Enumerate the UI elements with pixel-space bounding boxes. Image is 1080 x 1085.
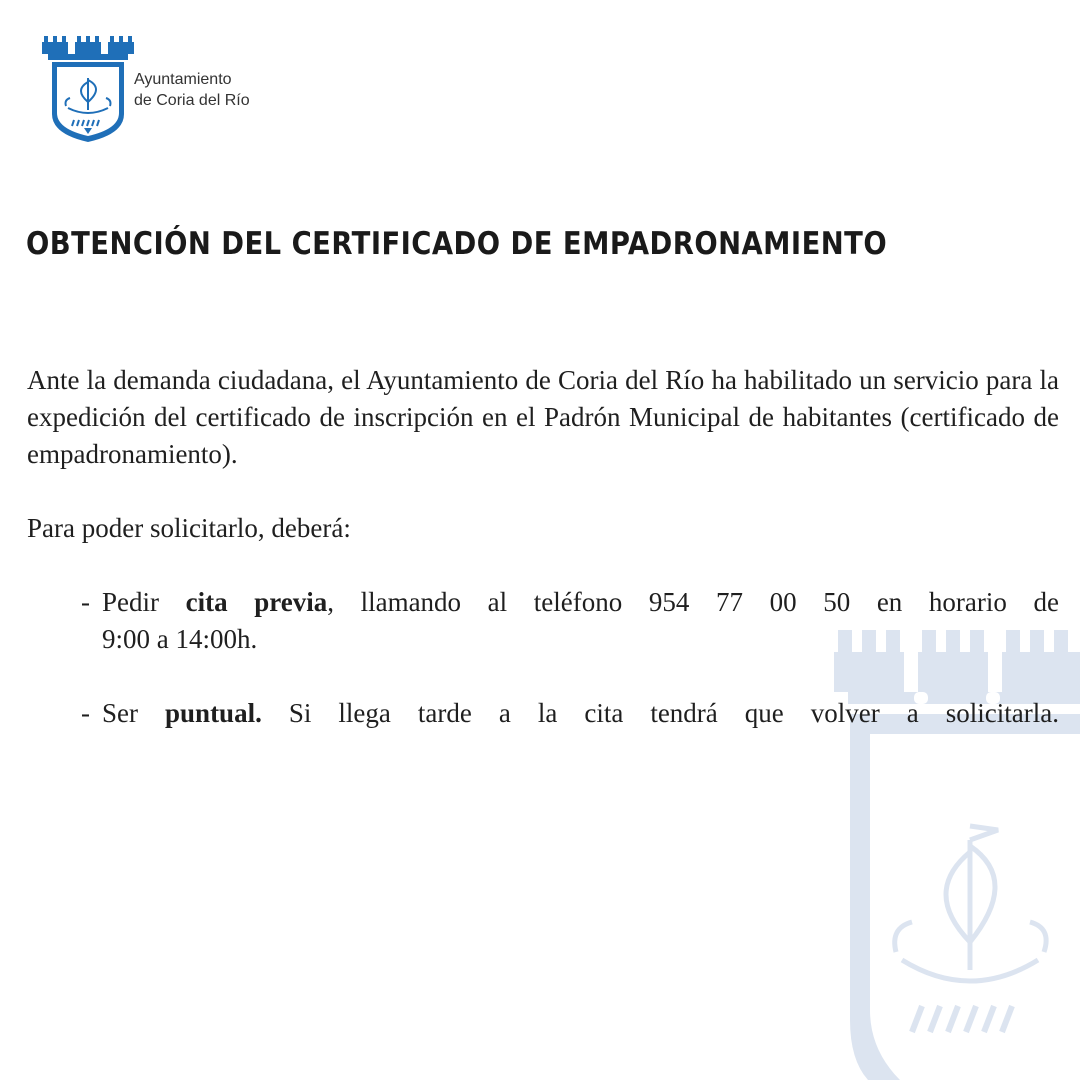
requirement-punctuality	[27, 695, 1059, 732]
requirement-text: , llamando al teléfono 954 77 00 50 en horario de	[327, 587, 1059, 617]
requirement-emphasis: cita previa	[185, 587, 328, 617]
requirement-appointment	[27, 584, 1059, 658]
requirement-emphasis: puntual.	[165, 698, 262, 728]
org-name-line2: de Coria del Río	[134, 92, 250, 109]
requirement-prefix: Pedir	[102, 587, 186, 617]
org-name	[134, 69, 250, 111]
requirements-list	[27, 584, 1059, 732]
list-dash: -	[81, 587, 90, 617]
requirement-prefix: Ser	[102, 698, 166, 728]
requirement-text: Si llega tarde a la cita tendrá que volver a solicitarla.	[261, 698, 1059, 728]
document-body	[27, 362, 1059, 732]
page-title: OBTENCIÓN DEL CERTIFICADO DE EMPADRONAMIENTO	[26, 226, 888, 262]
intro-paragraph: Ante la demanda ciudadana, el Ayuntamiento de Coria del Río ha habilitado un servicio para la expedición del certificado de inscripción en el Padrón Municipal de habitantes (certificado de empadronamiento).	[27, 365, 1059, 469]
org-name-line1: Ayuntamiento	[134, 71, 232, 88]
list-dash: -	[81, 698, 90, 728]
requirement-line-1	[102, 584, 1059, 621]
requirements-lead: Para poder solicitarlo, deberá:	[27, 513, 351, 543]
requirement-hours: 9:00 a 14:00h.	[102, 624, 258, 654]
crest-icon	[42, 36, 134, 149]
